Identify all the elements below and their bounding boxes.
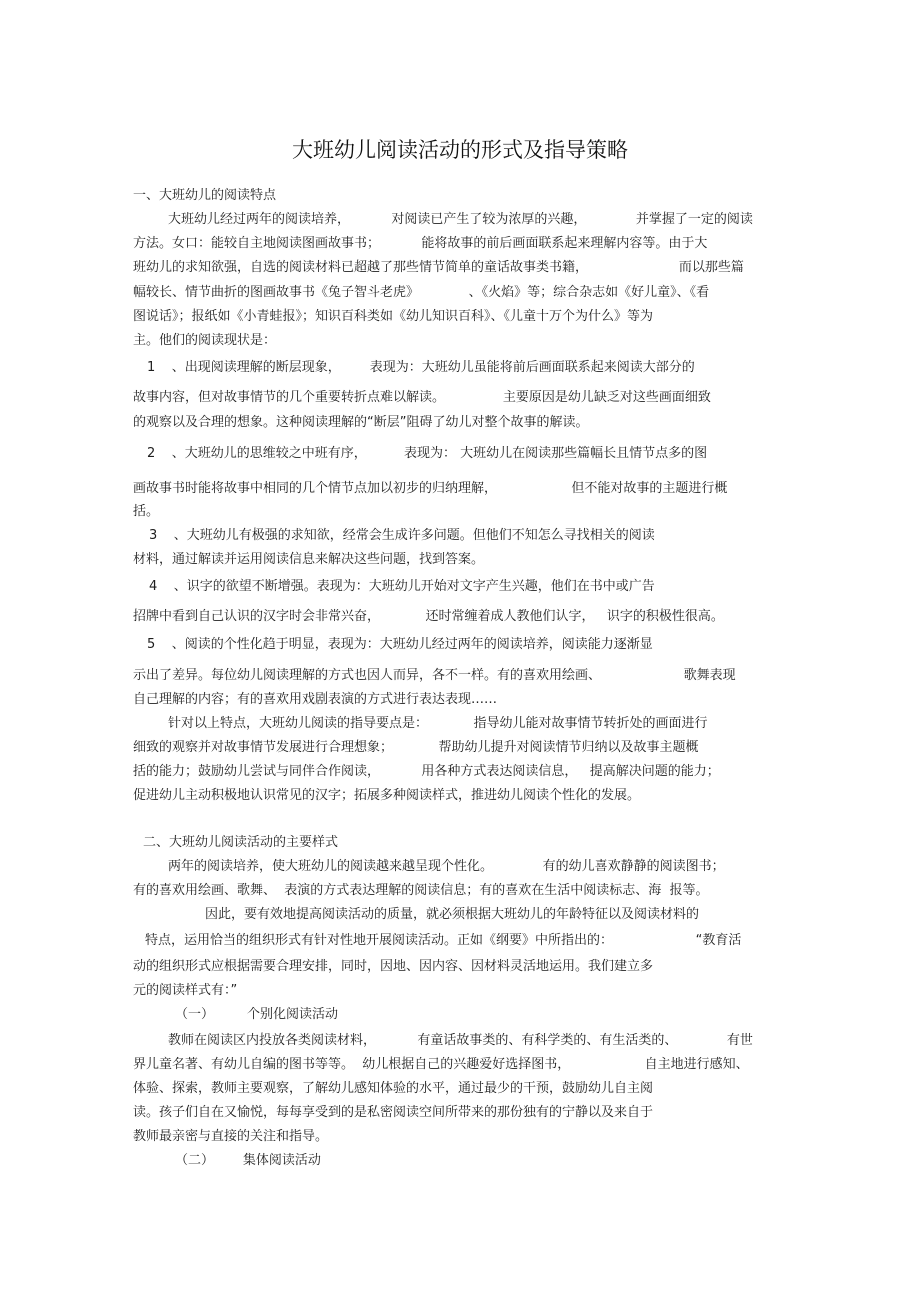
paragraph-line: 的观察以及合理的想象。这种阅读理解的“断层”阻碍了幼儿对整个故事的解读。	[133, 415, 589, 430]
paragraph-line: 因此，要有效地提高阅读活动的质量，就必须根据大班幼儿的年龄特征以及阅读材料的	[205, 907, 700, 922]
paragraph-line: 有的喜欢用绘画、歌舞、 表演的方式表达理解的阅读信息；有的喜欢在生活中阅读标志、海 报等。	[133, 883, 709, 898]
paragraph-line: 括。	[133, 504, 160, 519]
paragraph-line: 大班幼儿经过两年的阅读培养， 对阅读已产生了较为浓厚的兴趣， 并掌握了一定的阅读	[168, 212, 753, 227]
paragraph-line: 细致的观察并对故事情节发展进行合理想象； 帮助幼儿提升对阅读情节归纳以及故事主题概	[133, 740, 699, 755]
list-item-line: 1 、出现阅读理解的断层现象， 表现为：大班幼儿虽能将前后画面联系起来阅读大部分的	[147, 360, 695, 375]
paragraph-line: 班幼儿的求知欲强，自选的阅读材料已超越了那些情节简单的童话故事类书籍， 而以那些篇	[133, 260, 744, 275]
subsection-heading: （二） 集体阅读活动	[175, 1153, 321, 1168]
paragraph-line: 动的组织形式应根据需要合理安排，同时，因地、因内容、因材料灵活地运用。我们建立多	[133, 959, 654, 974]
paragraph-line: 读。孩子们自在又愉悦，每每享受到的是私密阅读空间所带来的那份独有的宁静以及来自于	[133, 1105, 654, 1120]
paragraph-line: 元的阅读样式有：”	[133, 983, 238, 998]
list-item-line: 4 、识字的欲望不断增强。表现为：大班幼儿开始对文字产生兴趣，他们在书中或广告	[149, 579, 655, 594]
paragraph-line: 方法。女口：能较自主地阅读图画故事书； 能将故事的前后画面联系起来理解内容等。由于大	[133, 236, 708, 251]
document-title: 大班幼儿阅读活动的形式及指导策略	[292, 138, 628, 162]
subsection-heading: （一） 个别化阅读活动	[175, 1007, 339, 1022]
paragraph-line: 体验、探索，教师主要观察，了解幼儿感知体验的水平，通过最少的干预，鼓励幼儿自主阅	[133, 1081, 654, 1096]
list-item-line: 5 、阅读的个性化趋于明显，表现为：大班幼儿经过两年的阅读培养，阅读能力逐渐显	[147, 637, 653, 652]
paragraph-line: 教师最亲密与直接的关注和指导。	[133, 1129, 329, 1144]
paragraph-line: 两年的阅读培养，使大班幼儿的阅读越来越呈现个性化。 有的幼儿喜欢静静的阅读图书；	[168, 859, 725, 874]
paragraph-line: 示出了差异。每位幼儿阅读理解的方式也因人而异，各不一样。有的喜欢用绘画、 歌舞表现	[133, 668, 736, 683]
paragraph-line: 招牌中看到自己认识的汉字时会非常兴奋， 还时常缠着成人教他们认字， 识字的积极性很高。	[133, 609, 724, 624]
list-item-line: 2 、大班幼儿的思维较之中班有序， 表现为： 大班幼儿在阅读那些篇幅长且情节点多的图	[147, 446, 708, 461]
paragraph-line: 特点，运用恰当的组织形式有针对性地开展阅读活动。正如《纲要》中所指出的： “教育活	[145, 933, 742, 948]
paragraph-line: 界儿童名著、有幼儿自编的图书等等。 幼儿根据自己的兴趣爱好选择图书， 自主地进行感知、	[133, 1057, 749, 1072]
list-item-line: 3 、大班幼儿有极强的求知欲，经常会生成许多问题。但他们不知怎么寻找相关的阅读	[149, 528, 655, 543]
paragraph-line: 图说话》；报纸如《小青蛙报》；知识百科类如《幼儿知识百科》、《儿童十万个为什么》等为	[133, 309, 654, 324]
paragraph-line: 幅较长、情节曲折的图画故事书《兔子智斗老虎》 、《火焰》等；综合杂志如《好儿童》、《看	[133, 285, 710, 300]
section-heading: 一、大班幼儿的阅读特点	[133, 188, 277, 203]
paragraph-line: 材料，通过解读并运用阅读信息来解决这些问题，找到答案。	[133, 552, 485, 567]
paragraph-line: 针对以上特点，大班幼儿阅读的指导要点是： 指导幼儿能对故事情节转折处的画面进行	[168, 716, 708, 731]
paragraph-line: 括的能力；鼓励幼儿尝试与同伴合作阅读， 用各种方式表达阅读信息， 提高解决问题的能力；	[133, 764, 720, 779]
paragraph-line: 故事内容，但对故事情节的几个重要转折点难以解读。 主要原因是幼儿缺乏对这些画面细致	[133, 390, 711, 405]
paragraph-line: 主。他们的阅读现状是：	[133, 333, 277, 348]
paragraph-line: 画故事书时能将故事中相同的几个情节点加以初步的归纳理解， 但不能对故事的主题进行概	[133, 481, 728, 496]
paragraph-line: 促进幼儿主动积极地认识常见的汉字；拓展多种阅读样式，推进幼儿阅读个性化的发展。	[133, 788, 641, 803]
paragraph-line: 自己理解的内容；有的喜欢用戏剧表演的方式进行表达表现……	[133, 692, 498, 707]
paragraph-line: 教师在阅读区内投放各类阅读材料， 有童话故事类的、有科学类的、有生活类的、 有世	[168, 1033, 753, 1048]
section-heading: 二、大班幼儿阅读活动的主要样式	[143, 835, 339, 850]
